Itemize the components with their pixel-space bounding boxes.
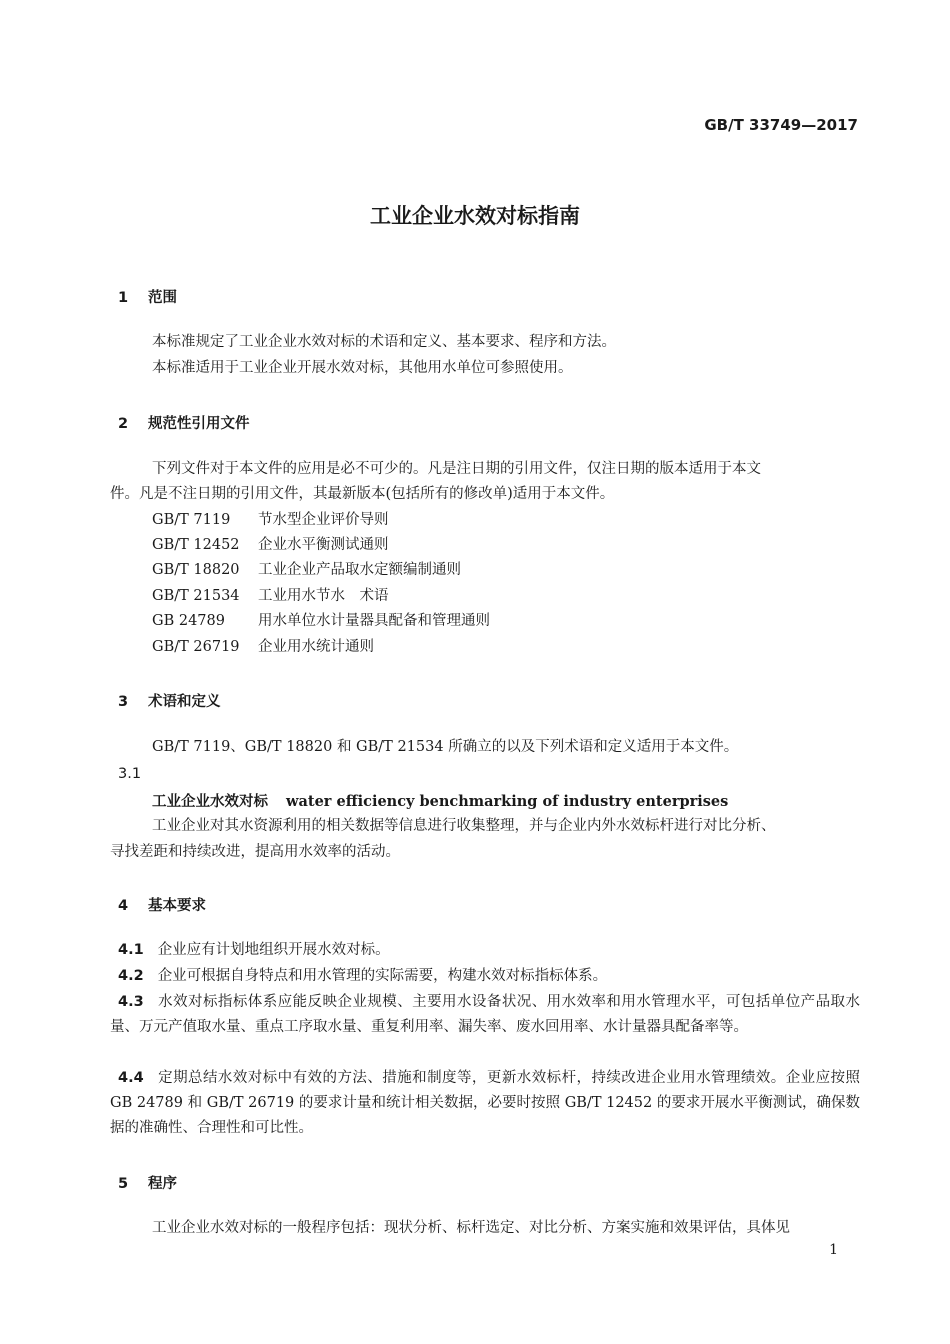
section-1-paragraph-2: 本标准适用于工业企业开展水效对标，其他用水单位可参照使用。	[152, 360, 573, 376]
section-5-heading	[118, 1172, 177, 1193]
reference-code: GB/T 26719	[152, 639, 240, 655]
reference-name: 用水单位水计量器具配备和管理通则	[258, 613, 490, 629]
requirement-text: 企业可根据自身特点和用水管理的实际需要，构建水效对标指标体系。	[157, 968, 608, 984]
reference-code: GB/T 21534	[152, 588, 240, 604]
section-3-intro: GB/T 7119、GB/T 18820 和 GB/T 21534 所确立的以及下列术语和定义适用于本文件。	[152, 739, 739, 755]
section-2-heading	[118, 412, 250, 433]
reference-name: 工业用水节水 术语	[258, 588, 389, 604]
requirement-text: 定期总结水效对标中有效的方法、措施和制度等，更新水效标杆，持续改进企业用水管理绩效。企业应按照 GB 24789 和 GB/T 26719 的要求计量和统计相关数据，必要时按照 GB/T 12452 的要求开展水平衡测试，确保数据的准确性、合理性和可比性。	[110, 1070, 860, 1136]
term-definition-line-2: 寻找差距和持续改进，提高用水效率的活动。	[110, 844, 400, 860]
requirement-item	[110, 990, 860, 1040]
reference-code: GB/T 12452	[152, 537, 240, 553]
section-number: 4	[118, 898, 129, 914]
requirement-number: 4.3	[118, 994, 144, 1010]
term-chinese: 工业企业水效对标	[152, 794, 268, 810]
reference-code: GB 24789	[152, 613, 225, 629]
term-english: water efficiency benchmarking of industry enterprises	[286, 793, 729, 810]
reference-name: 企业用水统计通则	[258, 639, 374, 655]
section-number: 3	[118, 694, 129, 710]
section-number: 5	[118, 1176, 129, 1192]
page-number: 1	[829, 1242, 838, 1258]
section-title: 程序	[148, 1176, 177, 1192]
reference-name: 工业企业产品取水定额编制通则	[258, 562, 461, 578]
requirement-text: 水效对标指标体系应能反映企业规模、主要用水设备状况、用水效率和用水管理水平，可包括单位产品取水量、万元产值取水量、重点工序取水量、重复利用率、漏失率、废水回用率、水计量器具配备率等。	[110, 994, 860, 1035]
section-title: 范围	[148, 290, 177, 306]
section-1-heading	[118, 286, 177, 307]
section-title: 基本要求	[148, 898, 206, 914]
normative-reference	[152, 635, 374, 660]
term-entry	[152, 790, 728, 811]
requirement-number: 4.2	[118, 968, 144, 984]
section-5-paragraph: 工业企业水效对标的一般程序包括：现状分析、标杆选定、对比分析、方案实施和效果评估，具体见	[152, 1220, 790, 1236]
reference-code: GB/T 18820	[152, 562, 240, 578]
section-1-paragraph-1: 本标准规定了工业企业水效对标的术语和定义、基本要求、程序和方法。	[152, 334, 616, 350]
section-title: 术语和定义	[148, 694, 221, 710]
section-4-heading	[118, 894, 206, 915]
section-number: 2	[118, 416, 129, 432]
normative-reference	[152, 533, 389, 558]
reference-code: GB/T 7119	[152, 512, 231, 528]
standard-number: GB/T 33749—2017	[704, 116, 858, 134]
section-3-heading	[118, 690, 221, 711]
requirement-number: 4.1	[118, 942, 144, 958]
section-2-intro-line-1: 下列文件对于本文件的应用是必不可少的。凡是注日期的引用文件，仅注日期的版本适用于本文	[152, 461, 761, 477]
document-title: 工业企业水效对标指南	[370, 204, 580, 228]
requirement-number: 4.4	[118, 1070, 144, 1086]
section-2-intro-line-2: 件。凡是不注日期的引用文件，其最新版本(包括所有的修改单)适用于本文件。	[110, 486, 615, 502]
normative-reference	[152, 558, 461, 583]
requirement-item	[118, 938, 390, 963]
term-number: 3.1	[118, 766, 142, 782]
requirement-text: 企业应有计划地组织开展水效对标。	[157, 942, 390, 958]
requirement-item	[110, 1066, 860, 1141]
normative-reference	[152, 584, 389, 609]
term-definition-line-1: 工业企业对其水资源利用的相关数据等信息进行收集整理，并与企业内外水效标杆进行对比分析、	[152, 818, 776, 834]
reference-name: 企业水平衡测试通则	[258, 537, 389, 553]
section-title: 规范性引用文件	[148, 416, 250, 432]
normative-reference	[152, 508, 389, 533]
reference-name: 节水型企业评价导则	[258, 512, 389, 528]
normative-reference	[152, 609, 490, 634]
section-number: 1	[118, 290, 129, 306]
requirement-item	[118, 964, 607, 989]
